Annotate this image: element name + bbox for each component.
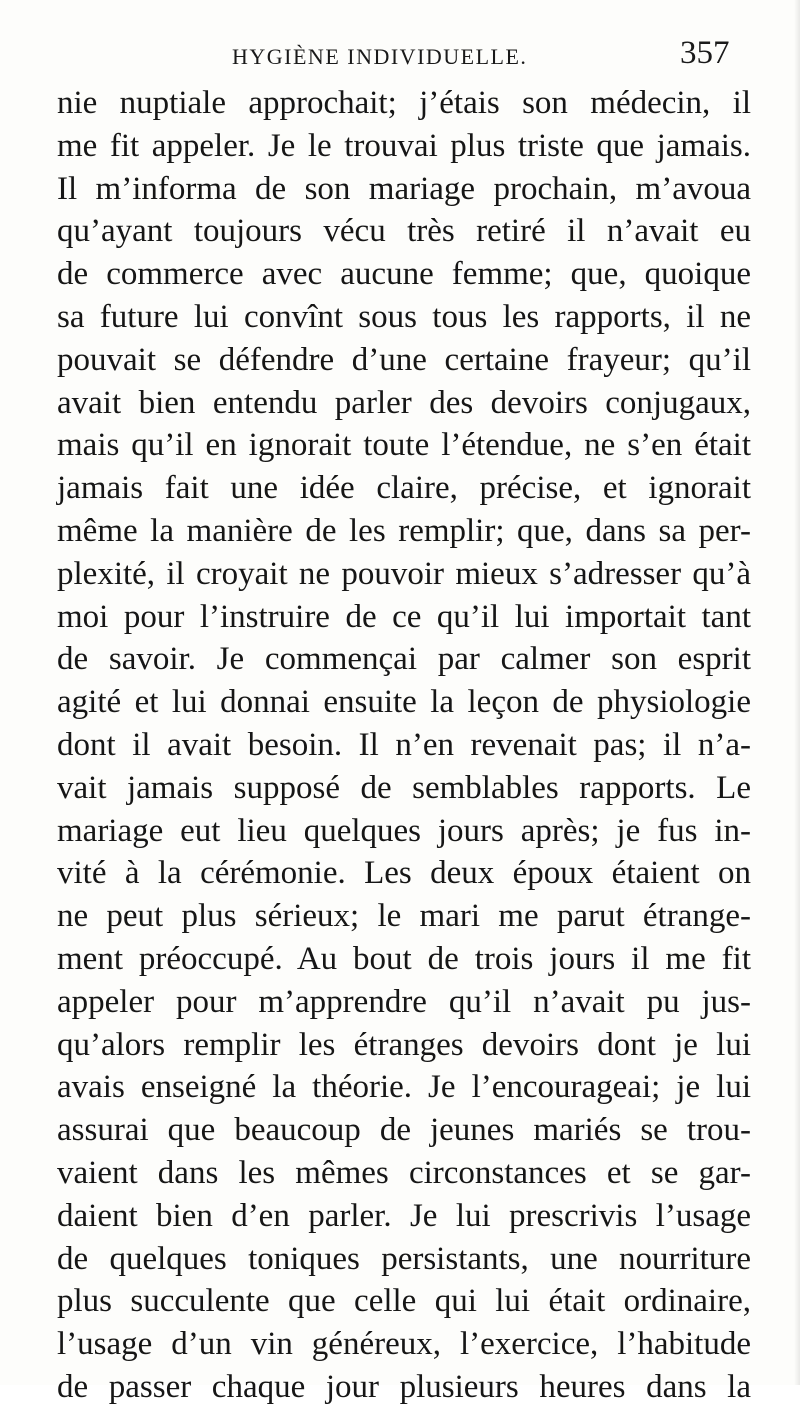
text-line: avais enseigné la théorie. Je l’encourageai; je lui [57, 1069, 751, 1106]
text-line: mariage eut lieu quelques jours après; je fus in- [57, 812, 751, 849]
text-line: de quelques toniques persistants, une nourriture [57, 1240, 751, 1277]
text-line: mais qu’il en ignorait toute l’étendue, ne s’en était [57, 427, 751, 464]
text-line: sa future lui convînt sous tous les rapports, il ne [57, 298, 751, 335]
text-line: qu’ayant toujours vécu très retiré il n’avait eu [57, 213, 751, 250]
text-line: appeler pour m’apprendre qu’il n’avait pu jus- [57, 983, 751, 1020]
body-text [57, 82, 751, 1409]
text-line: agité et lui donnai ensuite la leçon de physiologie [57, 684, 751, 721]
text-line: Il m’informa de son mariage prochain, m’avoua [57, 170, 751, 207]
text-line: plus succulente que celle qui lui était ordinaire, [57, 1283, 751, 1320]
text-line: ment préoccupé. Au bout de trois jours il me fit [57, 940, 751, 977]
text-line: de savoir. Je commençai par calmer son esprit [57, 641, 751, 678]
text-line: ne peut plus sérieux; le mari me parut étrange- [57, 898, 751, 935]
text-line: nie nuptiale approchait; j’étais son médecin, il [57, 85, 751, 121]
text-line: jamais fait une idée claire, précise, et ignorait [57, 470, 751, 507]
text-line: assurai que beaucoup de jeunes mariés se trou- [57, 1112, 751, 1149]
text-line: vaient dans les mêmes circonstances et se gar- [57, 1154, 751, 1191]
text-line: pouvait se défendre d’une certaine frayeur; qu’il [57, 341, 751, 378]
text-line: l’usage d’un vin généreux, l’exercice, l’habitude [57, 1326, 751, 1363]
page-number: 357 [680, 35, 730, 71]
text-line: de passer chaque jour plusieurs heures dans la [57, 1368, 751, 1405]
text-line: de commerce avec aucune femme; que, quoique [57, 256, 751, 293]
text-line: dont il avait besoin. Il n’en revenait pas; il n’a- [57, 726, 751, 763]
text-line: moi pour l’instruire de ce qu’il lui importait tant [57, 598, 751, 635]
running-head: HYGIÈNE INDIVIDUELLE. [232, 44, 528, 69]
text-line: plexité, il croyait ne pouvoir mieux s’adresser qu’à [57, 555, 751, 592]
text-line: vait jamais supposé de semblables rapports. Le [57, 769, 751, 806]
text-line: même la manière de les remplir; que, dans sa per- [57, 512, 751, 549]
text-line: me fit appeler. Je le trouvai plus triste que jamais. [57, 127, 751, 164]
text-line: daient bien d’en parler. Je lui prescrivis l’usage [57, 1197, 751, 1234]
text-line: vité à la cérémonie. Les deux époux étaient on [57, 855, 751, 892]
text-line: avait bien entendu parler des devoirs conjugaux, [57, 384, 751, 421]
text-line: qu’alors remplir les étranges devoirs dont je lui [57, 1026, 751, 1063]
